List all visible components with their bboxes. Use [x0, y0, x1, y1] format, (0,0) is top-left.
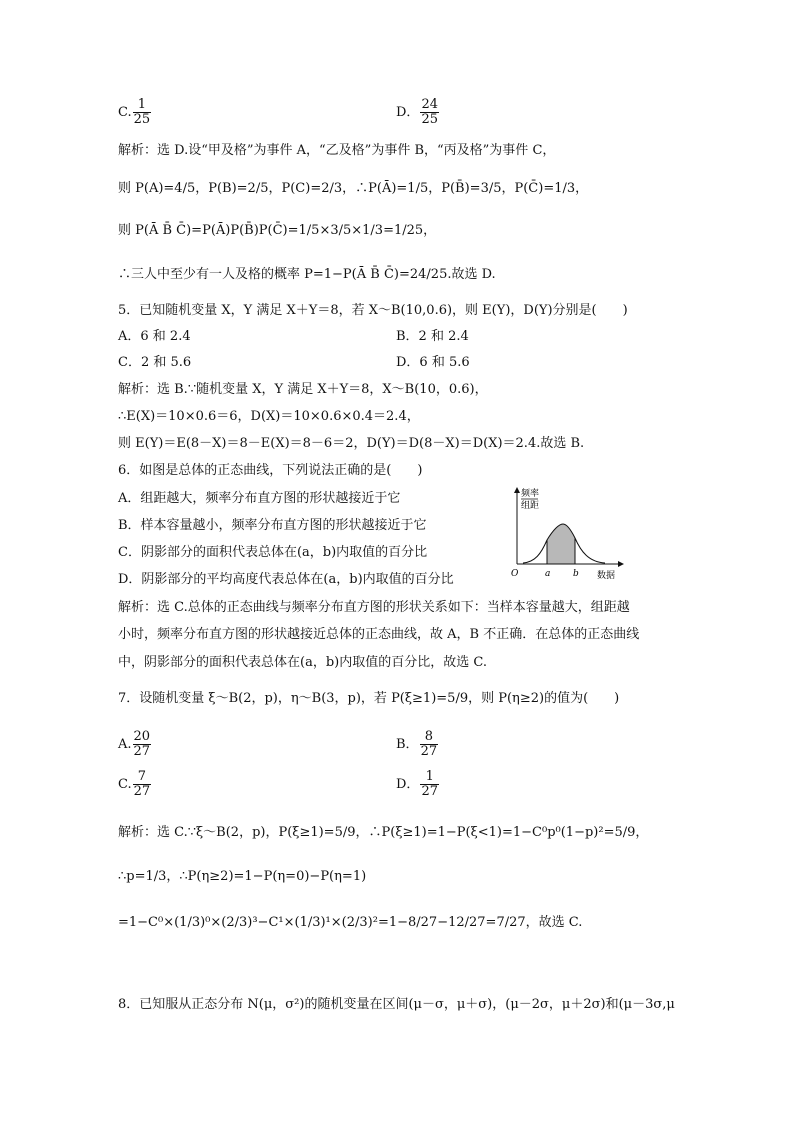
option-label: C.	[118, 777, 132, 792]
option-label: A.	[118, 737, 132, 752]
denominator: 25	[133, 112, 151, 127]
q4-solution-line-3: 则 P(Ā B̄ C̄)=P(Ā)P(B̄)P(C̄)=1/5×3/5×1/3=1/25，	[118, 223, 437, 238]
q5-option-b: B．2 和 2.4	[396, 329, 469, 344]
y-axis-label-den: 组距	[521, 501, 540, 511]
q7-solution-line-2: ∴p=1/3，∴P(η≥2)=1−P(η=0)−P(η=1)	[118, 869, 367, 884]
fraction	[420, 98, 439, 127]
denominator: 27	[421, 784, 438, 799]
q6-solution-line-1: 解析：选 C.总体的正态曲线与频率分布直方图的形状关系如下：当样本容量越大，组距越	[118, 600, 630, 615]
numerator: 1	[420, 770, 439, 785]
y-axis-label-num: 频率	[521, 489, 540, 499]
q5-option-a: A．6 和 2.4	[118, 329, 191, 344]
numerator: 1	[133, 98, 152, 113]
numerator: 8	[420, 730, 439, 745]
tick-b-label: b	[573, 569, 579, 579]
q4-solution-line-2: 则 P(A)=4/5，P(B)=2/5，P(C)=2/3，∴P(Ā)=1/5，P(B̄)=3/5，P(C̄)=1/3，	[118, 181, 589, 196]
numerator: 7	[133, 770, 152, 785]
q6-option-d: D．阴影部分的平均高度代表总体在(a，b)内取值的百分比	[118, 572, 454, 587]
q7-solution-line-3: =1−C⁰×(1/3)⁰×(2/3)³−C¹×(1/3)¹×(2/3)²=1−8/27−12/27=7/27，故选 C.	[118, 915, 583, 930]
q7-stem: 7．设随机变量 ξ～B(2，p)，η～B(3，p)，若 P(ξ≥1)=5/9，则 P(η≥2)的值为( )	[118, 691, 620, 706]
q6-solution-line-3: 中，阴影部分的面积代表总体在(a，b)内取值的百分比，故选 C.	[118, 655, 487, 670]
option-label: C.	[118, 105, 132, 120]
denominator: 25	[421, 112, 438, 127]
origin-label: O	[511, 569, 519, 579]
denominator: 27	[420, 744, 438, 759]
option-label: D．	[396, 777, 420, 792]
numerator: 20	[133, 729, 151, 744]
q5-option-c: C．2 和 5.6	[118, 355, 192, 370]
q6-option-a: A．组距越大，频率分布直方图的形状越接近于它	[118, 491, 401, 506]
q4-solution-line-1: 解析：选 D.设“甲及格”为事件 A，“乙及格”为事件 B，“丙及格”为事件 C，	[118, 143, 556, 158]
q5-solution-line-2: ∴E(X)＝10×0.6＝6，D(X)＝10×0.6×0.4＝2.4，	[118, 409, 420, 424]
q6-solution-line-2: 小时，频率分布直方图的形状越接近总体的正态曲线，故 A，B 不正确．在总体的正态曲线	[118, 627, 640, 642]
q5-option-d: D．6 和 5.6	[396, 355, 470, 370]
fraction	[420, 770, 439, 799]
denominator: 27	[133, 744, 151, 759]
q5-stem: 5．已知随机变量 X，Y 满足 X＋Y＝8，若 X～B(10,0.6)，则 E(Y)，D(Y)分别是( )	[118, 303, 628, 318]
q6-option-c: C．阴影部分的面积代表总体在(a，b)内取值的百分比	[118, 545, 428, 560]
fraction	[133, 770, 152, 799]
q8-stem: 8．已知服从正态分布 N(μ，σ²)的随机变量在区间(μ－σ，μ＋σ)，(μ－2σ，μ＋2σ)和(μ－3σ,μ	[118, 997, 675, 1012]
q6-option-b: B．样本容量越小，频率分布直方图的形状越接近于它	[118, 518, 427, 533]
q7-option-a	[118, 730, 152, 759]
q7-solution-line-1: 解析：选 C.∵ξ～B(2，p)，P(ξ≥1)=5/9，∴P(ξ≥1)=1−P(ξ<1)=1−C⁰p⁰(1−p)²=5/9，	[118, 825, 649, 840]
q6-stem: 6．如图是总体的正态曲线，下列说法正确的是( )	[118, 463, 423, 478]
tick-a-label: a	[545, 569, 551, 579]
normal-curve-figure	[505, 484, 630, 584]
q4-solution-line-4: ∴三人中至少有一人及格的概率 P=1−P(Ā B̄ C̄)=24/25.故选 D.	[118, 267, 496, 282]
option-label: B．	[396, 737, 419, 752]
q7-option-b	[396, 730, 439, 759]
q7-option-c	[118, 770, 152, 799]
fraction	[420, 730, 439, 759]
numerator: 24	[421, 97, 438, 112]
x-axis-label: 数据	[597, 571, 616, 581]
option-label: D．	[396, 105, 420, 120]
q5-solution-line-1: 解析：选 B.∵随机变量 X，Y 满足 X＋Y＝8，X～B(10，0.6)，	[118, 382, 488, 397]
q5-solution-line-3: 则 E(Y)＝E(8－X)＝8－E(X)＝8－6＝2，D(Y)＝D(8－X)＝D(X)＝2.4.故选 B.	[118, 436, 585, 451]
fraction	[133, 98, 152, 127]
denominator: 27	[133, 784, 151, 799]
q7-option-d	[396, 770, 440, 799]
q4-option-c	[118, 98, 152, 127]
q4-option-d	[396, 98, 440, 127]
fraction	[133, 730, 152, 759]
